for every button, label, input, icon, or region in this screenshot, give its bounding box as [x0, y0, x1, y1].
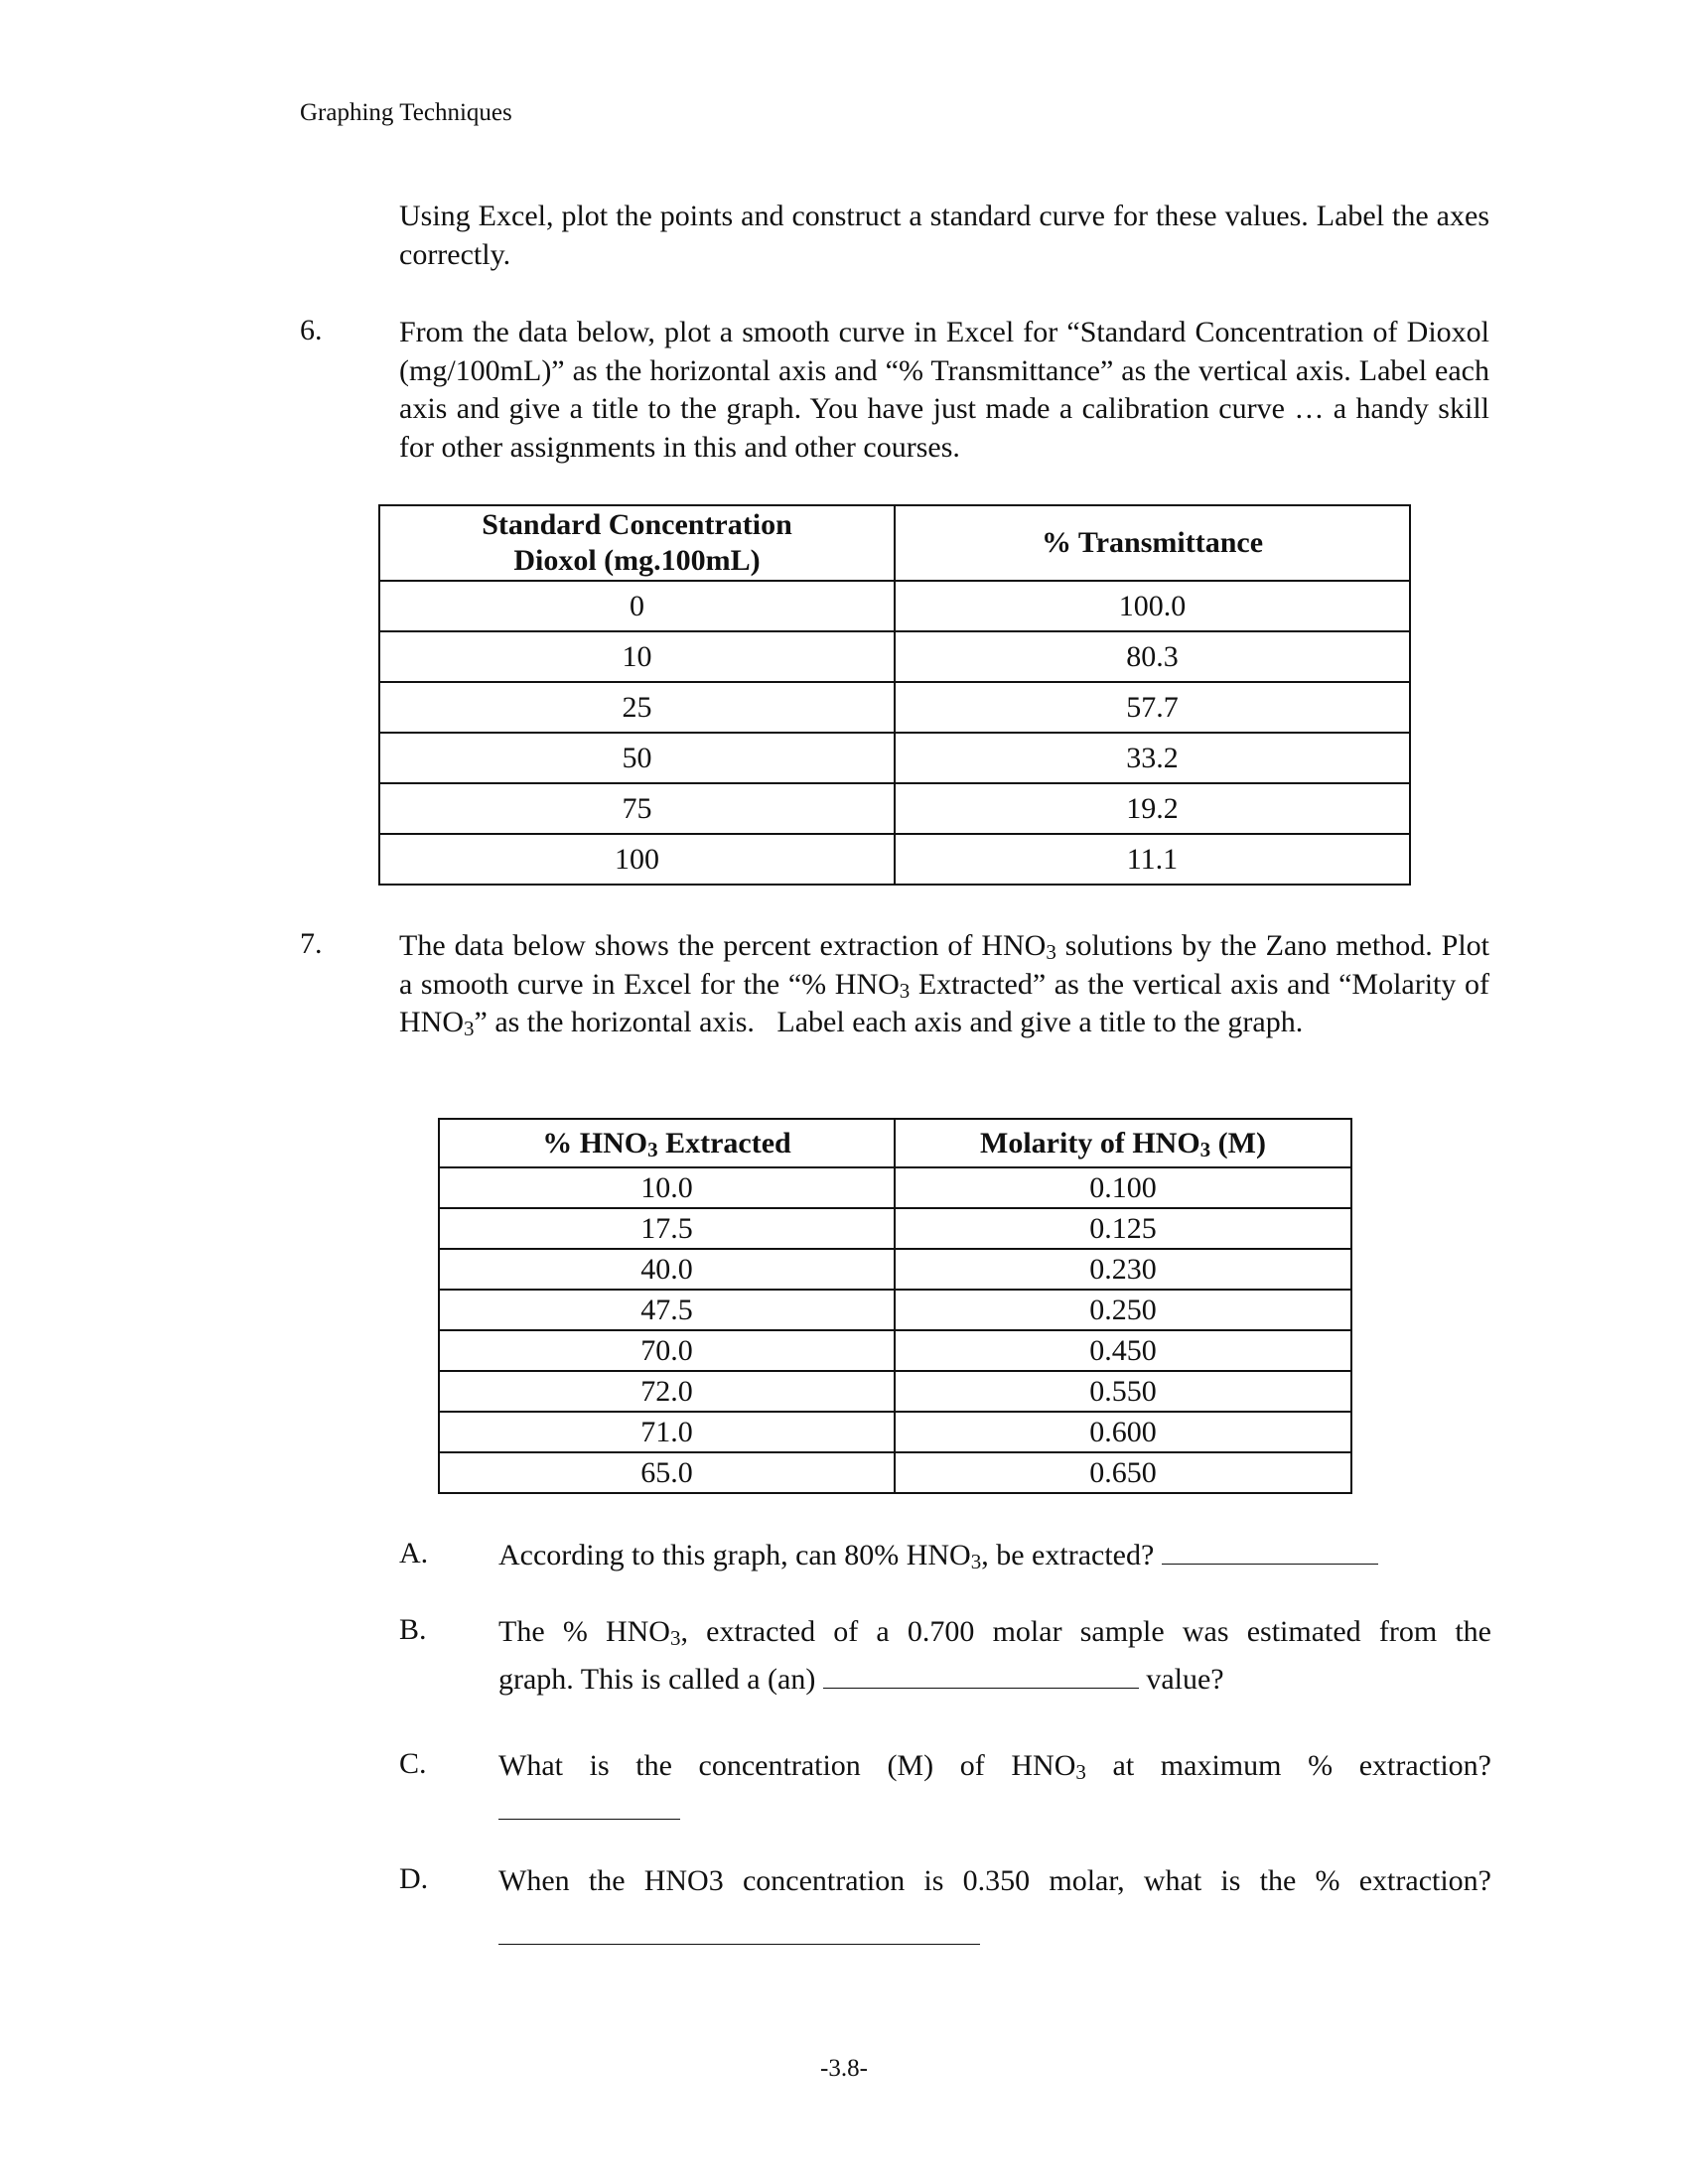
transmittance-cell: 100.0	[895, 581, 1410, 631]
text-run: The % HNO	[498, 1615, 670, 1648]
text-run: Molarity of HNO	[980, 1126, 1200, 1160]
concentration-cell: 50	[379, 733, 895, 783]
transmittance-cell: 11.1	[895, 834, 1410, 885]
table-row	[379, 733, 1410, 783]
text-run: Extracted” as the vertical axis and “Molarity of HNO	[399, 967, 1490, 1038]
header-percent-extracted	[439, 1119, 895, 1167]
text-run: The data below shows the percent extraction of HNO	[399, 929, 1047, 962]
text-run: What is the concentration (M) of HNO	[498, 1749, 1076, 1782]
text-run: value?	[1146, 1663, 1224, 1696]
concentration-cell: 75	[379, 783, 895, 834]
subquestion-d-text: When the HNO3 concentration is 0.350 molar, what is the % extraction?	[498, 1864, 1491, 1897]
concentration-cell: 10	[379, 631, 895, 682]
text-run: Extracted	[657, 1126, 791, 1160]
subquestion-c-text	[498, 1747, 1491, 1786]
molarity-cell: 0.125	[895, 1208, 1351, 1249]
text-run: , extracted of a 0.700 molar sample was estimated from the	[680, 1615, 1491, 1648]
text-run: at maximum % extraction?	[1085, 1749, 1491, 1782]
transmittance-cell: 33.2	[895, 733, 1410, 783]
answer-blank-b[interactable]	[823, 1687, 1139, 1689]
question-7-text	[399, 927, 1489, 1042]
table-row	[439, 1167, 1351, 1208]
header-transmittance: % Transmittance	[895, 505, 1410, 581]
subquestion-c-letter: C.	[399, 1747, 427, 1780]
answer-blank-a[interactable]	[1162, 1563, 1378, 1565]
transmittance-cell: 57.7	[895, 682, 1410, 733]
transmittance-cell: 19.2	[895, 783, 1410, 834]
subscript: 3	[1075, 1760, 1086, 1785]
table-row	[439, 1412, 1351, 1452]
table-row	[439, 1208, 1351, 1249]
table-row	[379, 581, 1410, 631]
percent-cell: 47.5	[439, 1290, 895, 1330]
text-run: graph. This is called a (an)	[498, 1663, 816, 1696]
percent-cell: 71.0	[439, 1412, 895, 1452]
molarity-cell: 0.230	[895, 1249, 1351, 1290]
hno3-extraction-table	[438, 1118, 1352, 1494]
molarity-cell: 0.600	[895, 1412, 1351, 1452]
header-concentration: Standard Concentration Dioxol (mg.100mL)	[379, 505, 895, 581]
table-row	[439, 1452, 1351, 1493]
molarity-cell: 0.250	[895, 1290, 1351, 1330]
question-7-number: 7.	[300, 927, 323, 960]
percent-cell: 72.0	[439, 1371, 895, 1412]
table-row	[439, 1249, 1351, 1290]
molarity-cell: 0.450	[895, 1330, 1351, 1371]
text-run: % HNO	[542, 1126, 648, 1160]
subscript: 3	[647, 1137, 658, 1161]
concentration-cell: 25	[379, 682, 895, 733]
text-run: , be extracted?	[981, 1539, 1155, 1571]
transmittance-cell: 80.3	[895, 631, 1410, 682]
molarity-cell: 0.650	[895, 1452, 1351, 1493]
table-row	[379, 682, 1410, 733]
dioxol-transmittance-table	[378, 504, 1411, 886]
answer-blank-d[interactable]	[498, 1944, 980, 1945]
molarity-cell: 0.100	[895, 1167, 1351, 1208]
table-header-row	[379, 505, 1410, 581]
subscript: 3	[970, 1550, 982, 1574]
table-row	[439, 1371, 1351, 1412]
running-header: Graphing Techniques	[300, 99, 512, 126]
subquestion-d-letter: D.	[399, 1862, 429, 1895]
percent-cell: 17.5	[439, 1208, 895, 1249]
subquestion-b-letter: B.	[399, 1613, 427, 1646]
table-row	[439, 1330, 1351, 1371]
text-run: According to this graph, can 80% HNO	[498, 1539, 971, 1571]
header-molarity	[895, 1119, 1351, 1167]
subquestion-b-line1	[498, 1613, 1491, 1652]
question-6-number: 6.	[300, 314, 323, 346]
percent-cell: 70.0	[439, 1330, 895, 1371]
percent-cell: 10.0	[439, 1167, 895, 1208]
table-row	[379, 631, 1410, 682]
molarity-cell: 0.550	[895, 1371, 1351, 1412]
table-row	[379, 834, 1410, 885]
text-run: (M)	[1210, 1126, 1266, 1160]
subquestion-a-letter: A.	[399, 1537, 429, 1570]
table-header-row	[439, 1119, 1351, 1167]
percent-cell: 40.0	[439, 1249, 895, 1290]
page-number: -3.8-	[820, 2055, 868, 2082]
concentration-cell: 100	[379, 834, 895, 885]
subscript: 3	[669, 1626, 681, 1651]
subscript: 3	[899, 978, 911, 1003]
text-run: ” as the horizontal axis. Label each axis and give a title to the graph.	[474, 1006, 1304, 1038]
table-row	[379, 783, 1410, 834]
concentration-cell: 0	[379, 581, 895, 631]
subquestion-b-line2	[498, 1661, 1491, 1700]
table-row	[439, 1290, 1351, 1330]
intro-paragraph: Using Excel, plot the points and construct a standard curve for these values. Label the axes correctly.	[399, 200, 1489, 271]
subquestion-a-text	[498, 1537, 1491, 1575]
answer-blank-c[interactable]	[498, 1819, 680, 1820]
percent-cell: 65.0	[439, 1452, 895, 1493]
subscript: 3	[1046, 940, 1056, 965]
text-run: solutions by the Zano method. Plot a smooth curve in Excel for the “% HNO	[399, 929, 1489, 1001]
subscript: 3	[464, 1017, 475, 1041]
question-6-text: From the data below, plot a smooth curve in Excel for “Standard Concentration of Dioxol (mg/100mL)” as the horizontal axis and “% Transmittance” as the vertical axis. Label each axis and give a title to the graph. You have just made a calibration curve … a handy skill for other assignments in this and other courses.	[399, 316, 1489, 464]
subscript: 3	[1199, 1137, 1211, 1161]
